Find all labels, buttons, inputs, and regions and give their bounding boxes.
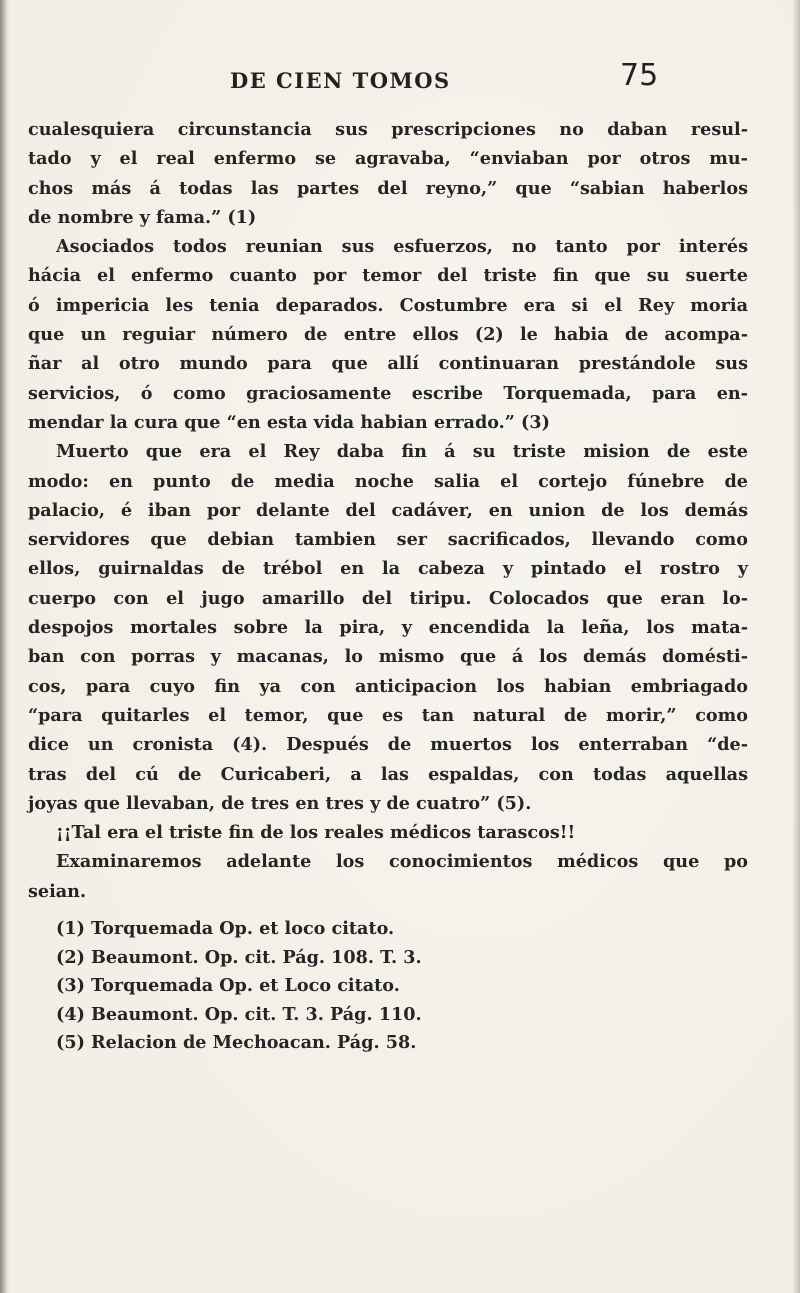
text-line: de nombre y fama.” (1) <box>28 206 257 228</box>
text-line: servicios, ó como graciosamente escribe Torquemada, para en- <box>28 382 748 404</box>
text-line: cos, para cuyo fin ya con anticipacion los habian embriagado <box>28 675 748 697</box>
text-line: “para quitarles el temor, que es tan natural de morir,” como <box>28 704 748 726</box>
body-text <box>28 115 748 906</box>
text-line: cuerpo con el jugo amarillo del tiripu. Colocados que eran lo- <box>28 587 748 609</box>
footnote: (3) Torquemada Op. et Loco citato. <box>56 975 400 997</box>
text-line: dice un cronista (4). Después de muertos los enterraban “de- <box>28 734 748 756</box>
text-line: hácia el enfermo cuanto por temor del triste fin que su suerte <box>28 265 748 287</box>
footnote: (4) Beaumont. Op. cit. T. 3. Pág. 110. <box>56 1003 422 1025</box>
text-line: palacio, é iban por delante del cadáver, en union de los demás <box>28 499 748 521</box>
gutter-shadow <box>0 0 10 1293</box>
text-line: modo: en punto de media noche salia el cortejo fúnebre de <box>28 470 748 492</box>
running-title: DE CIEN TOMOS <box>230 68 451 93</box>
footnotes <box>56 915 736 1058</box>
footnote: (5) Relacion de Mechoacan. Pág. 58. <box>56 1032 417 1054</box>
text-line: cualesquiera circunstancia sus prescripciones no daban resul- <box>28 119 748 140</box>
page-number: 75 <box>620 58 659 93</box>
text-line: servidores que debian tambien ser sacrificados, llevando como <box>28 529 748 551</box>
footnote: (1) Torquemada Op. et loco citato. <box>56 918 395 939</box>
text-line: ellos, guirnaldas de trébol en la cabeza y pintado el rostro y <box>28 558 748 580</box>
text-line: que un reguiar número de entre ellos (2) le habia de acompa- <box>28 324 748 346</box>
page-edge-shadow <box>792 0 800 1293</box>
text-line: chos más á todas las partes del reyno,” que “sabian haberlos <box>28 177 748 199</box>
text-line: ban con porras y macanas, lo mismo que á los demás domésti- <box>28 646 748 668</box>
text-line: mendar la cura que “en esta vida habian errado.” (3) <box>28 411 550 433</box>
text-line: despojos mortales sobre la pira, y encendida la leña, los mata- <box>28 617 748 639</box>
text-line: ó impericia les tenia deparados. Costumbre era si el Rey moria <box>28 294 748 316</box>
text-line: seian. <box>28 880 87 902</box>
text-line: tras del cú de Curicaberi, a las espaldas, con todas aquellas <box>28 763 748 785</box>
text-line: joyas que llevaban, de tres en tres y de cuatro” (5). <box>28 792 532 814</box>
text-line: Examinaremos adelante los conocimientos médicos que po <box>56 851 748 873</box>
footnote: (2) Beaumont. Op. cit. Pág. 108. T. 3. <box>56 946 422 968</box>
text-line: ¡¡Tal era el triste fin de los reales médicos tarascos!! <box>56 822 576 844</box>
text-line: Asociados todos reunian sus esfuerzos, no tanto por interés <box>56 236 748 258</box>
text-line: Muerto que era el Rey daba fin á su triste mision de este <box>56 441 748 463</box>
text-line: tado y el real enfermo se agravaba, “enviaban por otros mu- <box>28 148 748 170</box>
running-head <box>0 58 800 98</box>
text-line: ñar al otro mundo para que allí continuaran prestándole sus <box>28 353 748 375</box>
